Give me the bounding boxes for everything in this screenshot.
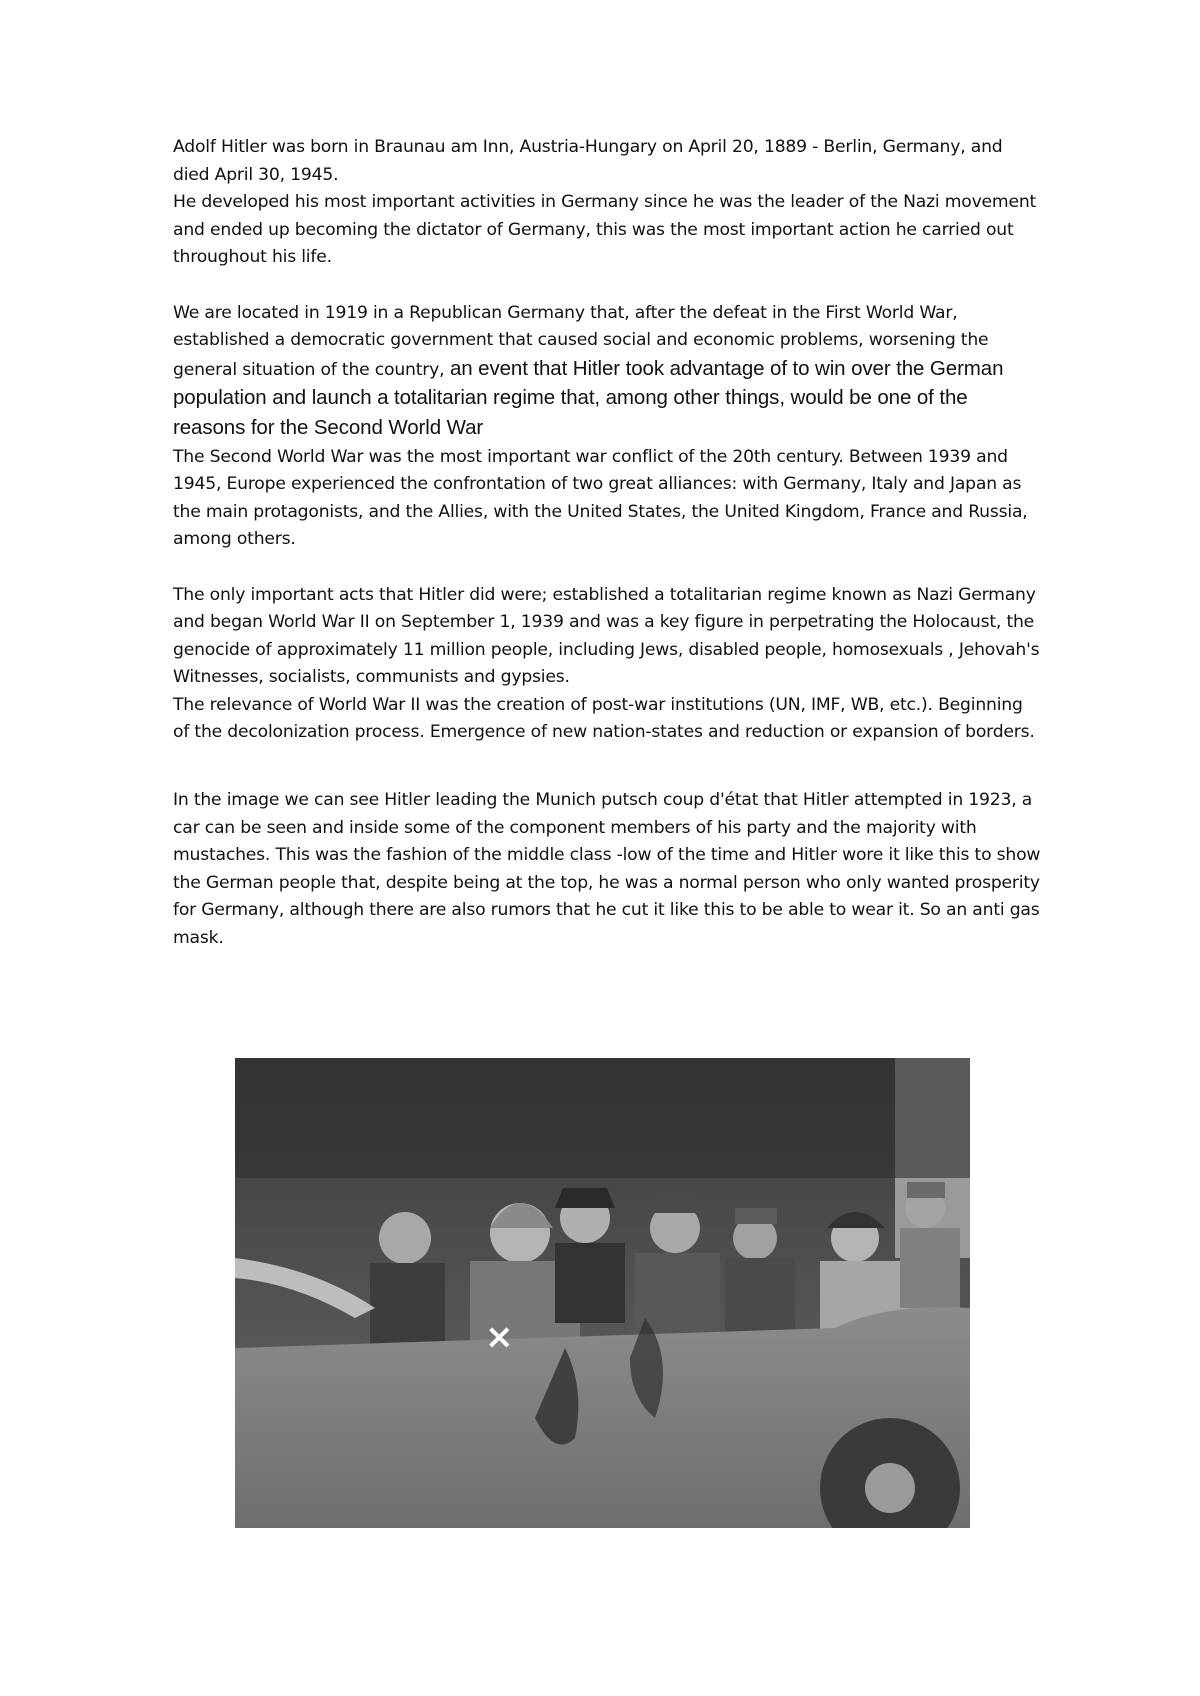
photo-marker: × [485,1317,514,1357]
paragraph-ww2: The Second World War was the most important war conflict of the 20th century. Between 1939 and 1945, Europe experienced the confrontation of two great alliances: with Germany, Italy and Japan as the main protagonists, and the Allies, with the United States, the United Kingdom, France and Russia, among others. [173,446,1028,550]
paragraph-acts: The only important acts that Hitler did were; established a totalitarian regime known as Nazi Germany and began World War II on September 1, 1939 and was a key figure in perpetrating the Holocaust, the genocide of approximately 11 million people, including Jews, disabled people, homosexuals , Jehovah's Witnesses, socialists, communists and gypsies. [173,584,1040,688]
paragraph-spacer [173,554,1043,582]
paragraph-spacer [173,747,1043,787]
paragraph-republic [173,300,1043,444]
paragraph-relevance: The relevance of World War II was the creation of post-war institutions (UN, IMF, WB, etc.). Beginning of the decolonization process. Emergence of new nation-states and reduction or expansion of borders. [173,694,1035,743]
photo-foliage [235,1058,970,1178]
paragraph-birth: Adolf Hitler was born in Braunau am Inn, Austria-Hungary on April 20, 1889 - Berlin, Germany, and died April 30, 1945. [173,137,1003,185]
photo-illustration [235,1058,970,1528]
paragraph-spacer [173,272,1043,300]
historical-photo [235,1058,970,1528]
text-block-top [173,134,1043,953]
paragraph-republic-part2: an event that Hitler took advantage of to win over the German population and launch a totalitarian regime that, among other things, would be one of the reasons for the Second World War [173,356,1004,439]
paragraph-republic-part1: We are located in 1919 in a Republican Germany that, after the defeat in the First World War, established a democratic government that caused social and economic problems, worsening the general situation of the country, [173,302,989,380]
paragraph-image-description: In the image we can see Hitler leading the Munich putsch coup d'état that Hitler attempted in 1923, a car can be seen and inside some of the component members of his party and the majority with mustaches. This was the fashion of the middle class -low of the time and Hitler wore it like this to show the German people that, despite being at the top, he was a normal person who only wanted prosperity for Germany, although there are also rumors that he cut it like this to be able to wear it. So an anti gas mask. [173,790,1041,949]
paragraph-activities: He developed his most important activities in Germany since he was the leader of the Nazi movement and ended up becoming the dictator of Germany, this was the most important action he carried out throughout his life. [173,192,1037,268]
